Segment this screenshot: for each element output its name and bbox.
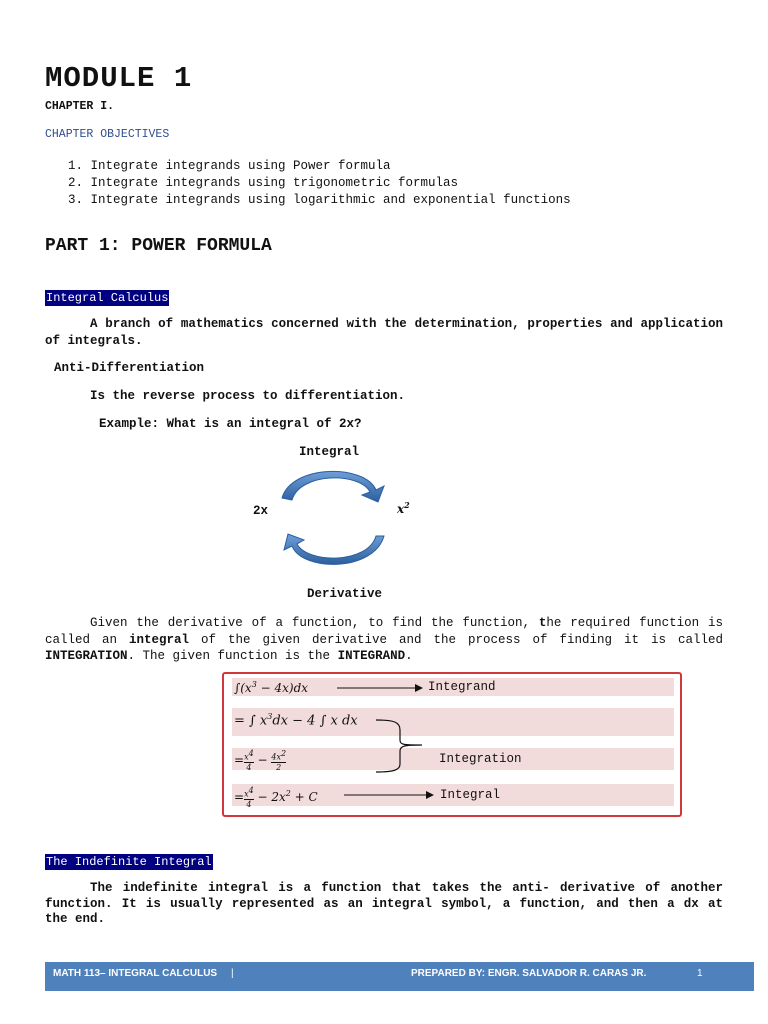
objective-item: 1. Integrate integrands using Power formula <box>68 159 391 173</box>
integrand-expression: $\int(x^3 - 4x)dx$ <box>234 680 309 695</box>
term-integrand: INTEGRAND <box>337 649 406 663</box>
chapter-label: CHAPTER I. <box>45 100 115 113</box>
anti-differentiation-text: Is the reverse process to differentiation. <box>90 389 406 403</box>
footer-prepared-by: PREPARED BY: ENGR. SALVADOR R. CARAS JR. <box>411 968 647 979</box>
diagram-right-label: $x^2$ <box>397 500 410 516</box>
highlighted-heading: The Indefinite Integral <box>46 855 212 869</box>
objective-item: 3. Integrate integrands using logarithmic and exponential functions <box>68 193 571 207</box>
diagram-left-label: 2x <box>253 504 269 518</box>
indefinite-integral-definition: The indefinite integral is a function that takes the anti- derivative of another function. It is usually represented as an integral symbol, a function, and then a dx at the end. <box>45 881 723 926</box>
objective-item: 2. Integrate integrands using trigonometric formulas <box>68 176 459 190</box>
formula-row-integral <box>232 784 674 809</box>
objectives-list <box>68 158 571 209</box>
example-question: Example: What is an integral of 2x? <box>99 417 362 431</box>
integration-paragraph: Given the derivative of a function, to find the function, the required function is called an integral of the given derivative and the process of finding it is called INTEGRATION. The given function is the INTEGRAND. <box>45 616 723 663</box>
diagram-bottom-label: Derivative <box>307 587 383 601</box>
arrow-right-icon <box>344 790 434 800</box>
term-integration: INTEGRATION <box>45 649 128 663</box>
footer-page-number: 1 <box>697 968 703 979</box>
curly-brace-icon <box>374 714 434 776</box>
split-expression: = ∫ $x^3dx - 4$ ∫ x dx <box>234 712 358 729</box>
top-curved-arrow <box>282 471 384 502</box>
bottom-curved-arrow <box>284 534 384 564</box>
integrand-label: Integrand <box>428 680 496 694</box>
formula-box <box>222 672 682 817</box>
footer-separator: | <box>231 968 234 979</box>
formula-row-antiderivative <box>232 748 674 770</box>
integral-calculus-definition: A branch of mathematics concerned with the determination, properties and application of integrals. <box>45 317 723 348</box>
footer-course: MATH 113– INTEGRAL CALCULUS <box>53 968 218 979</box>
term-integral: integral <box>129 632 190 647</box>
page-footer <box>45 962 754 991</box>
section-heading-integral-calculus <box>45 288 169 306</box>
cycle-arrows-diagram <box>270 462 400 574</box>
part-title: PART 1: POWER FORMULA <box>45 236 272 256</box>
integral-result-expression: = $\frac{x^4}{4}$ − $2x^2 + C$ <box>234 786 318 809</box>
diagram-top-label: Integral <box>299 445 360 459</box>
antiderivative-expression: = $\frac{x^4}{4}$ − $\frac{4x^2}{2}$ <box>234 749 287 772</box>
arrow-right-icon <box>337 683 423 693</box>
module-title: MODULE 1 <box>45 62 193 95</box>
formula-row-integrand <box>232 678 674 696</box>
objectives-heading: CHAPTER OBJECTIVES <box>45 128 170 141</box>
integral-label: Integral <box>440 788 501 802</box>
highlighted-heading: Integral Calculus <box>46 291 169 305</box>
anti-differentiation-heading: Anti-Differentiation <box>54 361 205 375</box>
formula-row-split <box>232 708 674 736</box>
integration-label: Integration <box>439 752 522 766</box>
section-heading-indefinite-integral <box>45 852 213 870</box>
